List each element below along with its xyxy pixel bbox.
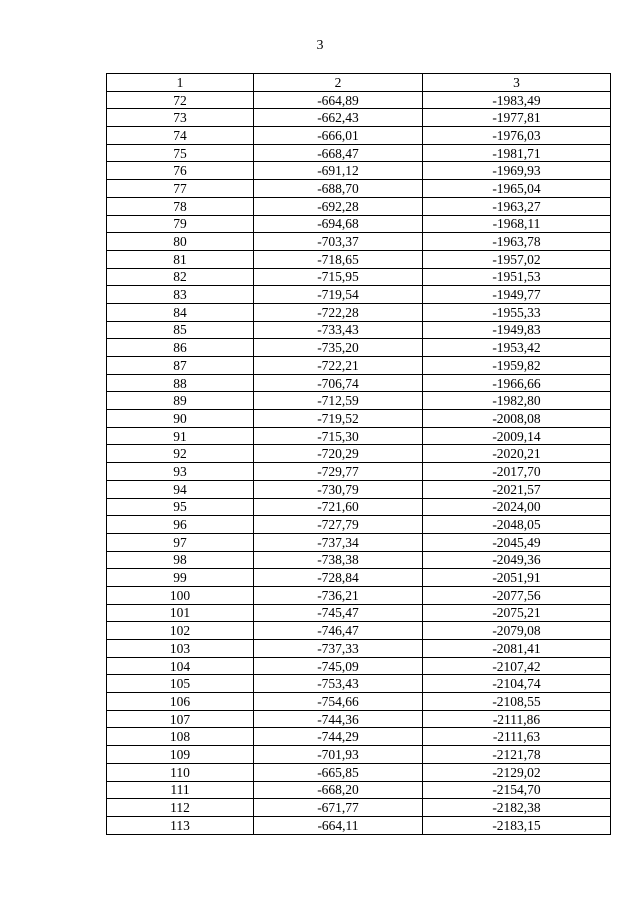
table-cell: -721,60 (254, 498, 423, 516)
column-header: 2 (254, 74, 423, 92)
table-cell: 102 (107, 622, 254, 640)
table-cell: 81 (107, 250, 254, 268)
table-cell: -2008,08 (423, 410, 611, 428)
table-row (107, 127, 611, 145)
table-cell: 98 (107, 551, 254, 569)
table-cell: 93 (107, 463, 254, 481)
table-cell: -2182,38 (423, 799, 611, 817)
table-row (107, 233, 611, 251)
table-cell: -738,38 (254, 551, 423, 569)
table-cell: 78 (107, 197, 254, 215)
table-cell: 103 (107, 640, 254, 658)
table-row (107, 357, 611, 375)
table-cell: -664,89 (254, 91, 423, 109)
table-cell: -1955,33 (423, 303, 611, 321)
table-cell: 107 (107, 710, 254, 728)
table-cell: -692,28 (254, 197, 423, 215)
table-cell: 83 (107, 286, 254, 304)
table-cell: 99 (107, 569, 254, 587)
table-cell: 77 (107, 180, 254, 198)
table-cell: -701,93 (254, 746, 423, 764)
table-cell: 94 (107, 480, 254, 498)
table-cell: 113 (107, 816, 254, 834)
table-header-row (107, 74, 611, 92)
table-cell: -668,20 (254, 781, 423, 799)
table-cell: -753,43 (254, 675, 423, 693)
table-row (107, 622, 611, 640)
table-cell: -2121,78 (423, 746, 611, 764)
table-cell: 105 (107, 675, 254, 693)
table-cell: -2108,55 (423, 693, 611, 711)
table-cell: -2077,56 (423, 586, 611, 604)
table-row (107, 374, 611, 392)
table-row (107, 463, 611, 481)
table-cell: -2075,21 (423, 604, 611, 622)
table-cell: -744,36 (254, 710, 423, 728)
table-cell: -728,84 (254, 569, 423, 587)
table-cell: -703,37 (254, 233, 423, 251)
table-cell: 97 (107, 533, 254, 551)
table-cell: 90 (107, 410, 254, 428)
table-row (107, 604, 611, 622)
table-cell: -1951,53 (423, 268, 611, 286)
table-cell: -746,47 (254, 622, 423, 640)
table-cell: 76 (107, 162, 254, 180)
table-cell: -735,20 (254, 339, 423, 357)
table-row (107, 586, 611, 604)
table-cell: -2009,14 (423, 427, 611, 445)
table-cell: -666,01 (254, 127, 423, 145)
column-header: 3 (423, 74, 611, 92)
table-cell: -1957,02 (423, 250, 611, 268)
table-cell: 108 (107, 728, 254, 746)
table-cell: -712,59 (254, 392, 423, 410)
column-header: 1 (107, 74, 254, 92)
table-cell: 104 (107, 657, 254, 675)
table-cell: -722,28 (254, 303, 423, 321)
table-cell: -730,79 (254, 480, 423, 498)
table-cell: -2104,74 (423, 675, 611, 693)
table-cell: -694,68 (254, 215, 423, 233)
table-cell: -2017,70 (423, 463, 611, 481)
table-cell: -729,77 (254, 463, 423, 481)
table-cell: -1966,66 (423, 374, 611, 392)
table-row (107, 215, 611, 233)
table-cell: -1949,77 (423, 286, 611, 304)
table-row (107, 640, 611, 658)
table-cell: 73 (107, 109, 254, 127)
table-cell: -1983,49 (423, 91, 611, 109)
table-row (107, 109, 611, 127)
table-cell: -719,54 (254, 286, 423, 304)
table-cell: 106 (107, 693, 254, 711)
table-cell: -1968,11 (423, 215, 611, 233)
table-row (107, 445, 611, 463)
table-row (107, 91, 611, 109)
table-cell: -2048,05 (423, 516, 611, 534)
table-row (107, 303, 611, 321)
table-cell: -733,43 (254, 321, 423, 339)
table-cell: 88 (107, 374, 254, 392)
table-cell: 79 (107, 215, 254, 233)
table-cell: -737,33 (254, 640, 423, 658)
table-cell: 100 (107, 586, 254, 604)
table-cell: -715,30 (254, 427, 423, 445)
table-cell: -2051,91 (423, 569, 611, 587)
table-row (107, 250, 611, 268)
table-cell: -665,85 (254, 763, 423, 781)
table-row (107, 268, 611, 286)
table-cell: -1977,81 (423, 109, 611, 127)
table-cell: -2024,00 (423, 498, 611, 516)
table-cell: -2049,36 (423, 551, 611, 569)
table-body (107, 74, 611, 835)
table-cell: -754,66 (254, 693, 423, 711)
table-cell: -715,95 (254, 268, 423, 286)
table-cell: -2020,21 (423, 445, 611, 463)
table-cell: 72 (107, 91, 254, 109)
table-cell: 96 (107, 516, 254, 534)
table-cell: -718,65 (254, 250, 423, 268)
table-row (107, 710, 611, 728)
table-cell: 80 (107, 233, 254, 251)
page-number: 3 (316, 38, 324, 53)
table-row (107, 675, 611, 693)
table-cell: -1965,04 (423, 180, 611, 198)
table-cell: 92 (107, 445, 254, 463)
table-cell: -722,21 (254, 357, 423, 375)
table-row (107, 551, 611, 569)
table-cell: 84 (107, 303, 254, 321)
table-cell: -2154,70 (423, 781, 611, 799)
table-cell: -662,43 (254, 109, 423, 127)
table-cell: -2079,08 (423, 622, 611, 640)
table-cell: -671,77 (254, 799, 423, 817)
table-cell: -2021,57 (423, 480, 611, 498)
table-row (107, 286, 611, 304)
table-cell: 91 (107, 427, 254, 445)
table-cell: 75 (107, 144, 254, 162)
table-cell: -720,29 (254, 445, 423, 463)
table-row (107, 480, 611, 498)
table-row (107, 180, 611, 198)
table-cell: -668,47 (254, 144, 423, 162)
table-cell: 82 (107, 268, 254, 286)
table-row (107, 427, 611, 445)
table-cell: 110 (107, 763, 254, 781)
table-cell: -664,11 (254, 816, 423, 834)
table-row (107, 533, 611, 551)
table-cell: -1963,78 (423, 233, 611, 251)
table-row (107, 781, 611, 799)
table-cell: -1981,71 (423, 144, 611, 162)
table-row (107, 693, 611, 711)
table-cell: -2111,63 (423, 728, 611, 746)
table-cell: 89 (107, 392, 254, 410)
table-row (107, 321, 611, 339)
table-row (107, 144, 611, 162)
table-cell: -1982,80 (423, 392, 611, 410)
table-row (107, 569, 611, 587)
table-cell: -744,29 (254, 728, 423, 746)
table-cell: -2129,02 (423, 763, 611, 781)
table-cell: 112 (107, 799, 254, 817)
table-cell: 101 (107, 604, 254, 622)
table-row (107, 763, 611, 781)
table-cell: -691,12 (254, 162, 423, 180)
table-cell: -1976,03 (423, 127, 611, 145)
table-cell: 95 (107, 498, 254, 516)
table-row (107, 746, 611, 764)
table-cell: -719,52 (254, 410, 423, 428)
table-cell: -727,79 (254, 516, 423, 534)
table-cell: -2111,86 (423, 710, 611, 728)
table-cell: -736,21 (254, 586, 423, 604)
table-row (107, 799, 611, 817)
table-row (107, 410, 611, 428)
table-cell: 74 (107, 127, 254, 145)
table-cell: 86 (107, 339, 254, 357)
table-cell: -706,74 (254, 374, 423, 392)
table-cell: 85 (107, 321, 254, 339)
table-cell: -1969,93 (423, 162, 611, 180)
table-cell: -1963,27 (423, 197, 611, 215)
table-cell: 87 (107, 357, 254, 375)
table-row (107, 657, 611, 675)
table-row (107, 728, 611, 746)
table-cell: -688,70 (254, 180, 423, 198)
table-cell: -745,09 (254, 657, 423, 675)
table-row (107, 392, 611, 410)
table-cell: -1953,42 (423, 339, 611, 357)
table-cell: -2081,41 (423, 640, 611, 658)
table-cell: -1959,82 (423, 357, 611, 375)
table-cell: -1949,83 (423, 321, 611, 339)
table-row (107, 339, 611, 357)
table-row (107, 162, 611, 180)
table-cell: -737,34 (254, 533, 423, 551)
table-cell: 109 (107, 746, 254, 764)
table-cell: -2045,49 (423, 533, 611, 551)
table-cell: -2183,15 (423, 816, 611, 834)
data-table (106, 73, 611, 835)
table-cell: 111 (107, 781, 254, 799)
table-row (107, 516, 611, 534)
table-row (107, 498, 611, 516)
table-cell: -745,47 (254, 604, 423, 622)
table-cell: -2107,42 (423, 657, 611, 675)
table-row (107, 197, 611, 215)
table-row (107, 816, 611, 834)
